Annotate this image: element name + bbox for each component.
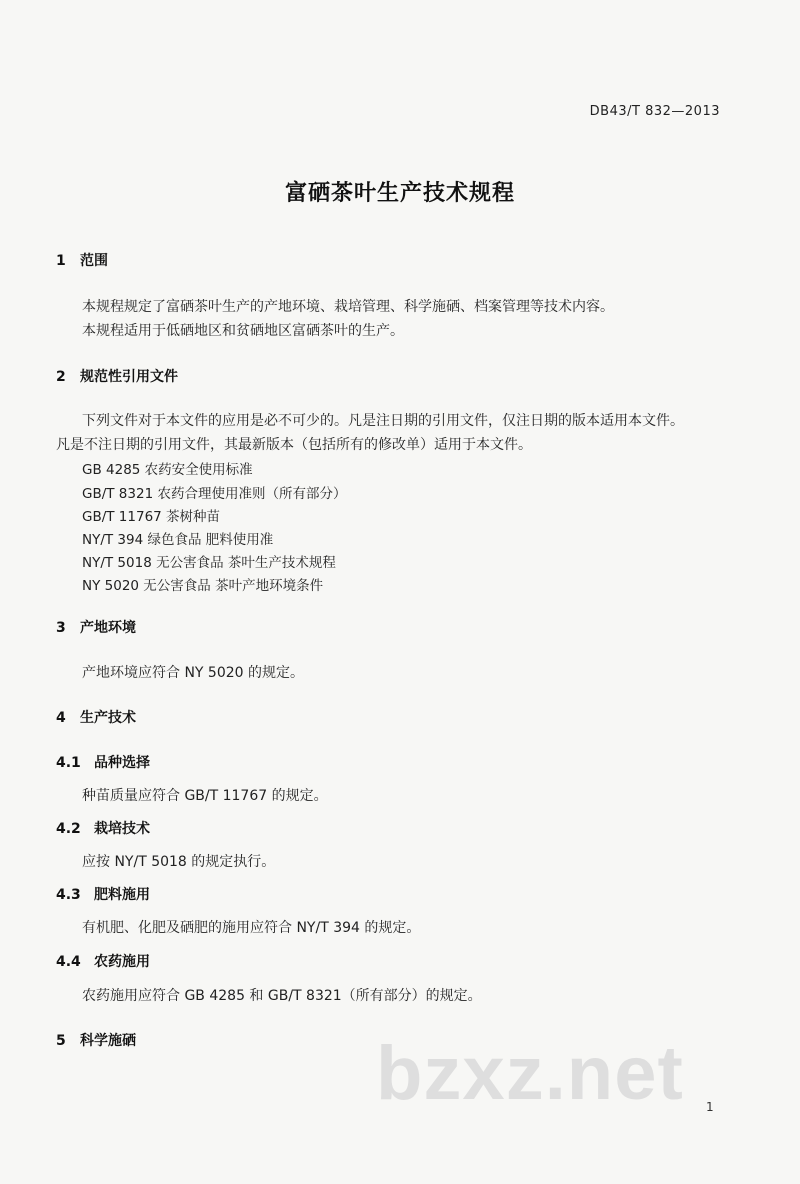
subsection-4-1-heading [56, 752, 150, 772]
section-1-heading [56, 250, 108, 270]
subsection-4-3-paragraph: 有机肥、化肥及硒肥的施用应符合 NY/T 394 的规定。 [82, 920, 421, 936]
subsection-4-2-heading [56, 818, 150, 838]
subsection-number: 4.4 [56, 954, 81, 970]
section-2-paragraph-2: 凡是不注日期的引用文件，其最新版本（包括所有的修改单）适用于本文件。 [56, 437, 532, 453]
subsection-4-1-paragraph: 种苗质量应符合 GB/T 11767 的规定。 [82, 788, 328, 804]
section-number: 2 [56, 369, 66, 385]
subsection-title: 栽培技术 [94, 821, 150, 837]
section-2-paragraph-1: 下列文件对于本文件的应用是必不可少的。凡是注日期的引用文件，仅注日期的版本适用本文件。 [82, 413, 684, 429]
section-title: 科学施硒 [80, 1033, 136, 1049]
subsection-4-4-heading [56, 951, 150, 971]
reference-item: NY 5020 无公害食品 茶叶产地环境条件 [82, 578, 324, 594]
subsection-4-2-paragraph: 应按 NY/T 5018 的规定执行。 [82, 854, 276, 870]
page-number: 1 [706, 1100, 714, 1114]
section-2-heading [56, 366, 178, 386]
section-4-heading [56, 707, 136, 727]
section-number: 4 [56, 710, 66, 726]
subsection-4-3-heading [56, 884, 150, 904]
section-title: 生产技术 [80, 710, 136, 726]
section-1-paragraph-2: 本规程适用于低硒地区和贫硒地区富硒茶叶的生产。 [82, 323, 404, 339]
reference-item: GB/T 11767 茶树种苗 [82, 509, 221, 525]
section-number: 1 [56, 253, 66, 269]
subsection-number: 4.2 [56, 821, 81, 837]
section-3-heading [56, 617, 136, 637]
section-3-paragraph: 产地环境应符合 NY 5020 的规定。 [82, 665, 305, 681]
document-title: 富硒茶叶生产技术规程 [284, 181, 515, 206]
subsection-number: 4.3 [56, 887, 81, 903]
reference-item: NY/T 394 绿色食品 肥料使用准 [82, 532, 274, 548]
section-5-heading [56, 1030, 136, 1050]
subsection-title: 品种选择 [94, 755, 150, 771]
section-1-paragraph-1: 本规程规定了富硒茶叶生产的产地环境、栽培管理、科学施硒、档案管理等技术内容。 [82, 299, 614, 315]
reference-item: NY/T 5018 无公害食品 茶叶生产技术规程 [82, 555, 336, 571]
section-number: 3 [56, 620, 66, 636]
document-code: DB43/T 832—2013 [589, 104, 720, 119]
reference-item: GB/T 8321 农药合理使用准则（所有部分） [82, 486, 347, 502]
section-title: 范围 [80, 253, 108, 269]
subsection-title: 农药施用 [94, 954, 150, 970]
subsection-title: 肥料施用 [94, 887, 150, 903]
subsection-number: 4.1 [56, 755, 81, 771]
section-title: 产地环境 [80, 620, 136, 636]
subsection-4-4-paragraph: 农药施用应符合 GB 4285 和 GB/T 8321（所有部分）的规定。 [82, 988, 482, 1004]
section-title: 规范性引用文件 [80, 369, 178, 385]
reference-item: GB 4285 农药安全使用标准 [82, 462, 253, 478]
section-number: 5 [56, 1033, 66, 1049]
watermark-text: bzxz.net [376, 1031, 684, 1116]
